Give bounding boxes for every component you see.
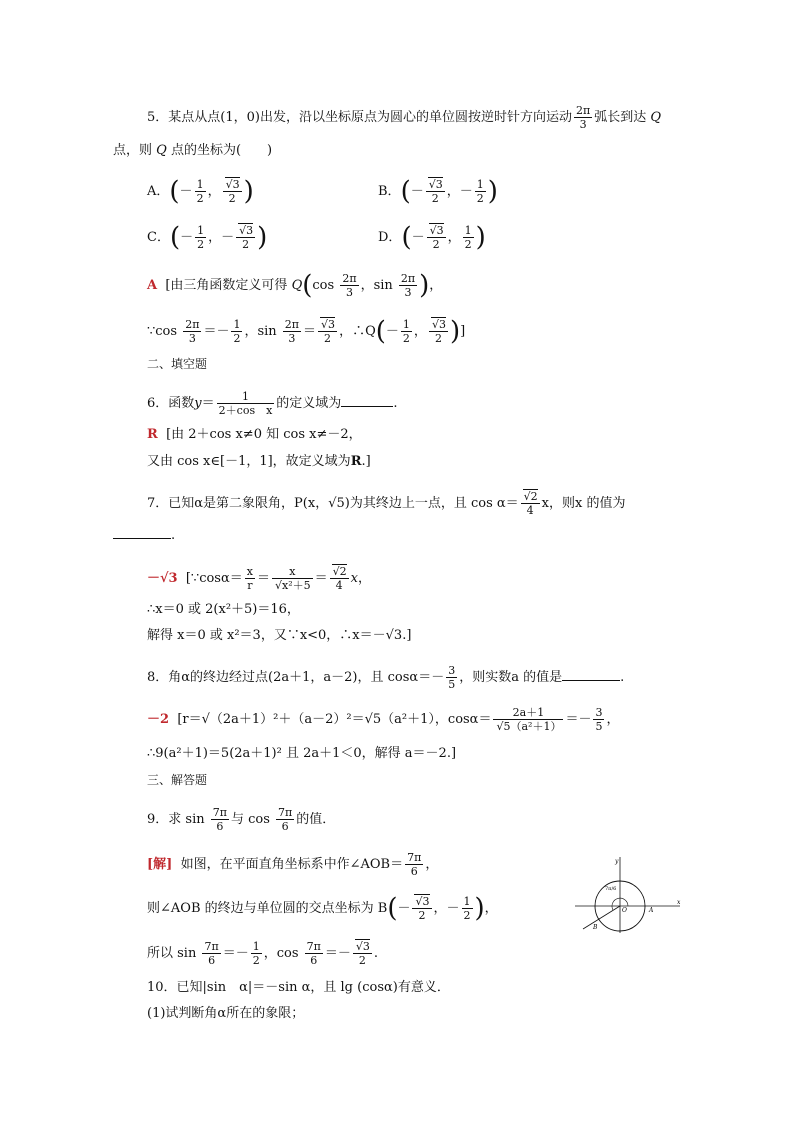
- q7-answer-line3: 解得 x＝0 或 x²＝3，又∵x<0，∴x＝－√3.]: [147, 628, 412, 643]
- q5-option-b: B．(－ $\frac{√3}{2}$ ，－ $\frac{1}{2}$ ): [378, 176, 498, 207]
- angle-label: 7π/6: [605, 886, 617, 892]
- q5-option-c: C．(－ $\frac{1}{2}$ ，－ $\frac{√3}{2}$ ): [147, 222, 268, 253]
- q9-answer-line1: [解] 如图，在平面直角坐标系中作∠AOB＝ $\frac{7\pi}{6}$ ，: [147, 851, 439, 878]
- point-b-label: B: [593, 924, 598, 931]
- q7-stem: 7．已知α是第二象限角，P(x，√5)为其终边上一点，且 cos α＝ $\frac{√2}{4}$ x，则x 的值为: [147, 490, 626, 517]
- point-a-label: A: [649, 907, 654, 914]
- q7-stem-blank: .: [113, 526, 175, 546]
- q6-answer-line1: R [由 2＋cos x≠0 知 cos x≠－2，: [147, 427, 362, 442]
- q6-answer-line2: 又由 cos x∈[－1，1]，故定义域为R.]: [147, 454, 371, 469]
- fraction: $\frac{2\pi}{3}$: [575, 104, 591, 131]
- q10-sub1: (1)试判断角α所在的象限；: [147, 1006, 305, 1021]
- q9-answer-line3: 所以 sin $\frac{7\pi}{6}$ ＝－ $\frac{1}{2}$ ，cos $\frac{7\pi}{6}$ ＝－ $\frac{√3}{2}$ .: [147, 940, 379, 967]
- q5-option-a: A．(－ $\frac{1}{2}$ ， $\frac{√3}{2}$ ): [147, 176, 254, 207]
- q5-answer-line1: A [由三角函数定义可得 Q(cos $\frac{2\pi}{3}$ ，sin $\frac{2\pi}{3}$ )，: [147, 270, 443, 301]
- unit-circle-figure: [575, 855, 685, 935]
- q7-answer-line1: －√3 [∵cosα＝ $\frac{x}{r}$ ＝ $\frac{x}{\text{√x²＋5}}$ ＝ $\frac{√2}{4}$ x，: [147, 565, 372, 592]
- q10-stem: 10．已知|sin α|＝－sin α，且 lg (cosα)有意义．: [147, 980, 450, 995]
- origin-label: O: [622, 907, 627, 914]
- terminal-side: [583, 906, 620, 929]
- q5-stem-line1: 5．某点从点(1，0)出发，沿以坐标原点为圆心的单位圆按逆时针方向运动 $\frac{2\pi}{3}$ 弧长到达 Q: [147, 104, 662, 131]
- q5-stem-line2: 点，则 Q 点的坐标为( ): [113, 143, 273, 158]
- q7-answer-line2: ∴x＝0 或 2(x²＋5)＝16，: [147, 602, 300, 617]
- section-solve: 三、解答题: [147, 773, 208, 787]
- q8-answer-line1: －2 [r＝√（2a＋1）²＋（a－2）²＝√5（a²＋1），cosα＝ $\frac{2a+1}{\text{√5（a²＋1）}}$ ＝－ $\frac{3}{5}$ ，: [147, 706, 620, 733]
- q8-stem: 8．角α的终边经过点(2a＋1，a－2)，且 cosα＝－ $\frac{3}{5}$ ，则实数a 的值是 .: [147, 664, 625, 691]
- q8-answer-line2: ∴9(a²＋1)＝5(2a＋1)² 且 2a＋1＜0，解得 a＝－2.]: [147, 746, 457, 761]
- q5-answer-line2: ∵cos $\frac{2\pi}{3}$ ＝－ $\frac{1}{2}$ ，sin $\frac{2\pi}{3}$ ＝ $\frac{√3}{2}$ ，∴Q(－ $\frac{1}{2}$ ， $\frac{√3}{2}$ )]: [147, 316, 466, 347]
- q5-option-d: D．(－ $\frac{√3}{2}$ ， $\frac{1}{2}$ ): [378, 222, 486, 253]
- answer-blank: [341, 406, 393, 407]
- answer-letter: A: [147, 278, 158, 293]
- q9-answer-line2: 则∠AOB 的终边与单位圆的交点坐标为 B(－ $\frac{√3}{2}$ ，－ $\frac{1}{2}$ )，: [147, 893, 498, 924]
- x-label: x: [677, 899, 681, 906]
- q9-stem: 9．求 sin $\frac{7\pi}{6}$ 与 cos $\frac{7\pi}{6}$ 的值．: [147, 806, 336, 833]
- y-label: y: [615, 858, 619, 865]
- q6-stem: 6．函数y＝ $\frac{1}{\text{2＋cos x}}$ 的定义域为 .: [147, 390, 398, 417]
- section-fill-in: 二、填空题: [147, 357, 208, 371]
